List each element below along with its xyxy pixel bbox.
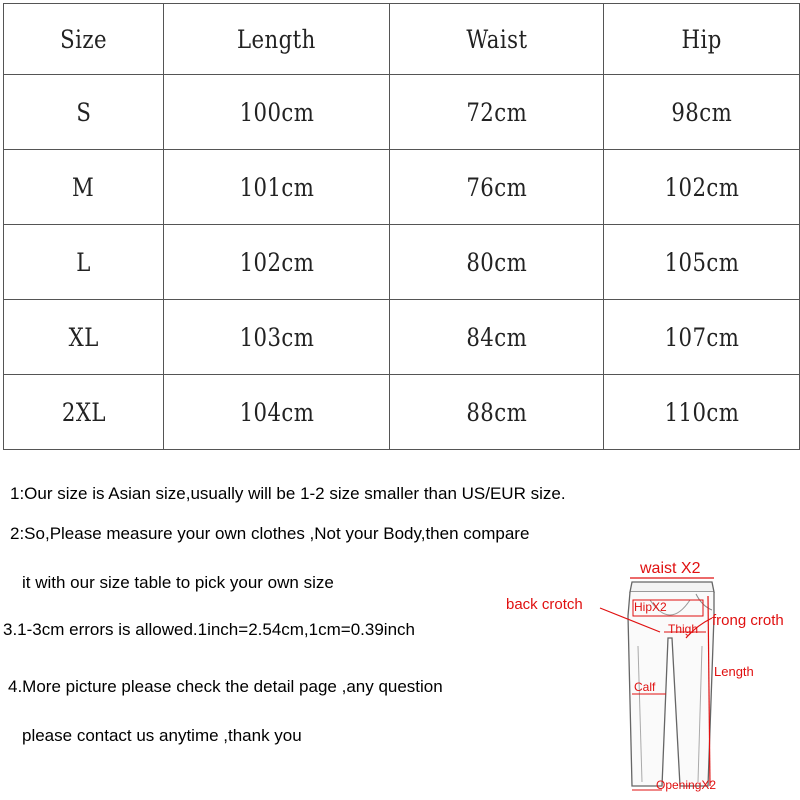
cell-size: 2XL — [4, 375, 164, 450]
header-waist: Waist — [390, 4, 604, 75]
diagram-label-calf: Calf — [634, 680, 656, 694]
diagram-label-back-crotch: back crotch — [506, 596, 583, 613]
cell-hip: 107cm — [604, 300, 800, 375]
cell-waist: 84cm — [390, 300, 604, 375]
cell-length: 101cm — [164, 150, 390, 225]
cell-waist: 80cm — [390, 225, 604, 300]
header-length: Length — [164, 4, 390, 75]
note-more-pictures: 4.More picture please check the detail page ,any question — [8, 677, 443, 696]
cell-size: S — [4, 75, 164, 150]
cell-waist: 76cm — [390, 150, 604, 225]
diagram-label-waist: waist X2 — [640, 560, 701, 577]
cell-waist: 88cm — [390, 375, 604, 450]
cell-hip: 102cm — [604, 150, 800, 225]
diagram-label-hip: HipX2 — [634, 600, 667, 614]
cell-length: 104cm — [164, 375, 390, 450]
note-contact-us: please contact us anytime ,thank you — [22, 726, 302, 745]
table-row — [4, 225, 800, 300]
table-row — [4, 300, 800, 375]
diagram-label-thigh: Thigh — [668, 622, 699, 636]
cell-length: 103cm — [164, 300, 390, 375]
note-asian-size: 1:Our size is Asian size,usually will be 1-2 size smaller than US/EUR size. — [10, 484, 566, 503]
note-errors-allowed: 3.1-3cm errors is allowed.1inch=2.54cm,1cm=0.39inch — [3, 620, 415, 639]
note-measure-clothes-cont: it with our size table to pick your own size — [22, 573, 334, 592]
cell-size: XL — [4, 300, 164, 375]
diagram-label-opening: OpeningX2 — [656, 778, 717, 792]
cell-length: 102cm — [164, 225, 390, 300]
pants-measurement-diagram — [500, 556, 800, 800]
diagram-label-front-crotch: frong croth — [712, 612, 784, 629]
cell-length: 100cm — [164, 75, 390, 150]
cell-waist: 72cm — [390, 75, 604, 150]
table-row — [4, 150, 800, 225]
cell-size: L — [4, 225, 164, 300]
note-measure-clothes: 2:So,Please measure your own clothes ,Not your Body,then compare — [10, 524, 530, 543]
pants-sketch-icon — [500, 556, 800, 800]
table-row — [4, 75, 800, 150]
cell-hip: 110cm — [604, 375, 800, 450]
table-header-row — [4, 4, 800, 75]
header-hip: Hip — [604, 4, 800, 75]
cell-hip: 98cm — [604, 75, 800, 150]
cell-size: M — [4, 150, 164, 225]
table-row — [4, 375, 800, 450]
cell-hip: 105cm — [604, 225, 800, 300]
header-size: Size — [4, 4, 164, 75]
size-table — [3, 3, 800, 450]
diagram-label-length: Length — [714, 664, 754, 679]
